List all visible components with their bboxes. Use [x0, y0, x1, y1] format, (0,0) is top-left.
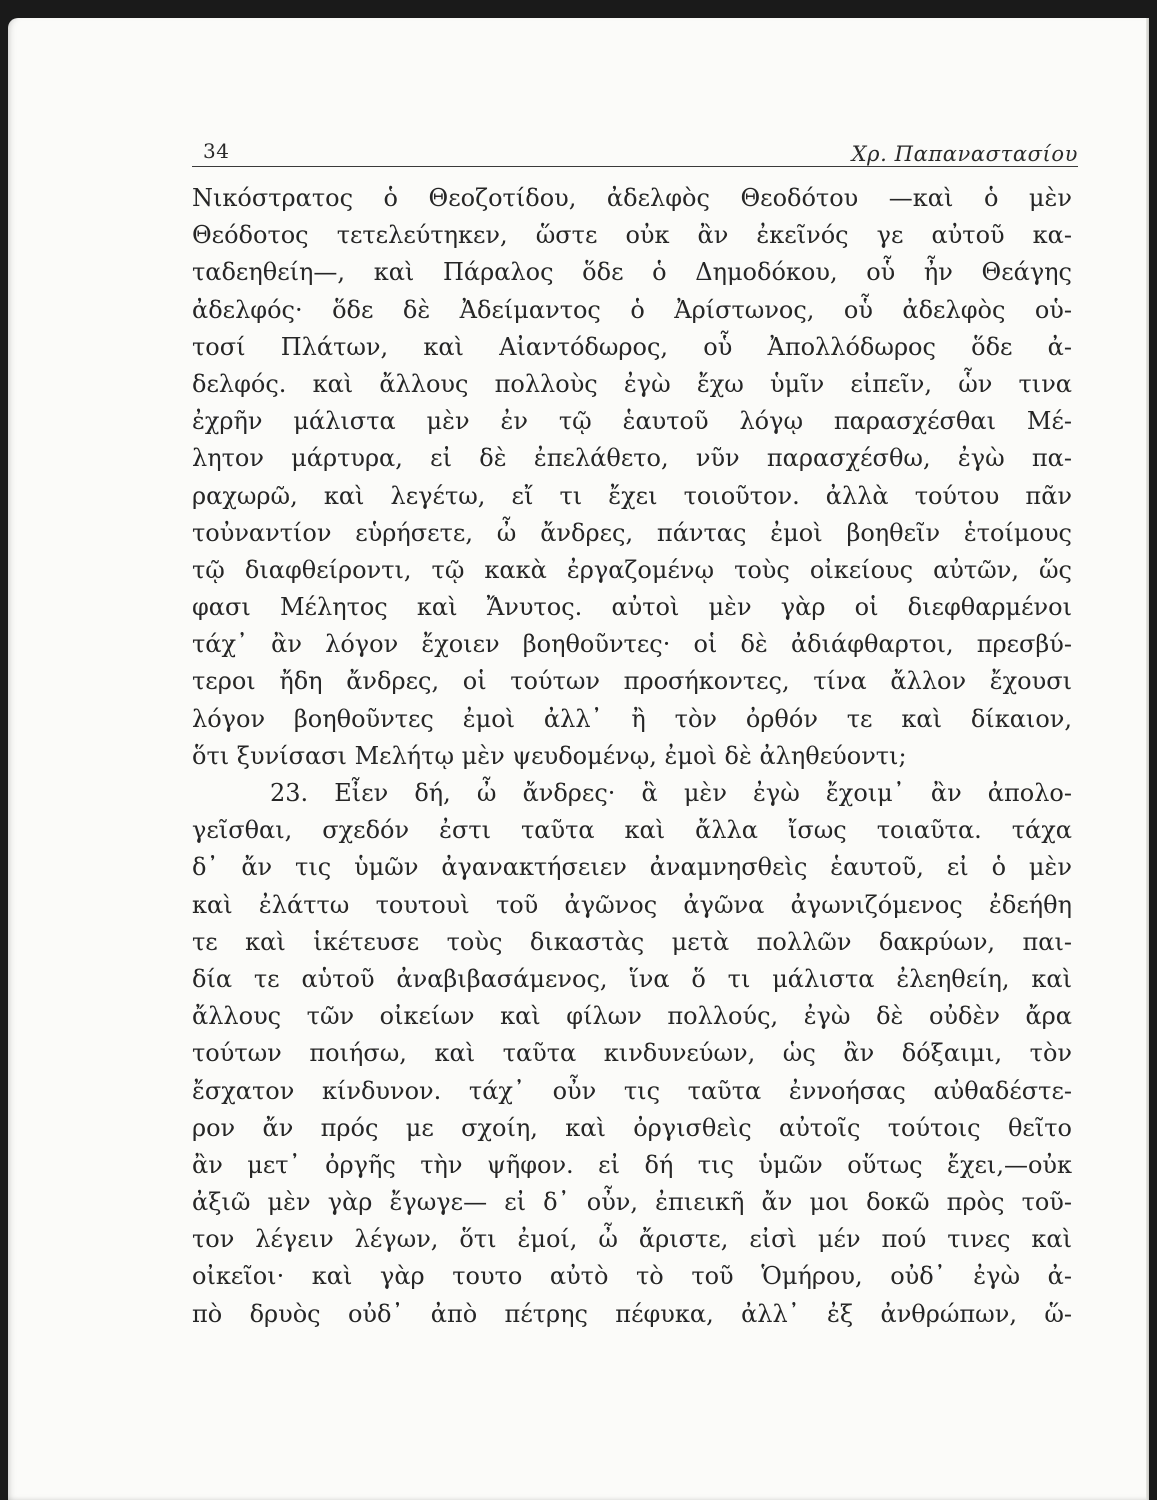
text-line: τε καὶ ἱκέτευσε τοὺς δικαστὰς μετὰ πολλῶν δακρύων, παι- [192, 927, 1072, 956]
text-line: ἂν μετ᾽ ὀργῆς τὴν ψῆφον. εἰ δή τις ὑμῶν οὕτως ἔχει,—οὐκ [192, 1150, 1072, 1179]
body-text [192, 180, 1072, 1333]
text-line: δία τε αὑτοῦ ἀναβιβασάμενος, ἵνα ὅ τι μάλιστα ἐλεηθείη, καὶ [192, 964, 1072, 993]
text-line: ταδεηθείη—, καὶ Πάραλος ὅδε ὁ Δημοδόκου, οὗ ἦν Θεάγης [192, 258, 1072, 287]
text-line: πὸ δρυὸς οὐδ᾽ ἀπὸ πέτρης πέφυκα, ἀλλ᾽ ἐξ ἀνθρώπων, ὥ- [192, 1299, 1072, 1328]
text-line: τεροι ἤδη ἄνδρες, οἱ τούτων προσήκοντες, τίνα ἄλλον ἔχουσι [192, 667, 1072, 696]
text-line: λόγον βοηθοῦντες ἐμοὶ ἀλλ᾽ ἢ τὸν ὀρθόν τε καὶ δίκαιον, [192, 704, 1072, 733]
text-line: οἰκεῖοι· καὶ γὰρ τουτο αὐτὸ τὸ τοῦ Ὁμήρου, οὐδ᾽ ἐγὼ ἀ- [192, 1262, 1072, 1291]
text-line: τούτων ποιήσω, καὶ ταῦτα κινδυνεύων, ὡς ἂν δόξαιμι, τὸν [192, 1039, 1072, 1068]
text-line: δελφός. καὶ ἄλλους πολλοὺς ἐγὼ ἔχω ὑμῖν εἰπεῖν, ὧν τινα [192, 369, 1072, 398]
paragraph-1 [192, 180, 1072, 775]
text-line: γεῖσθαι, σχεδόν ἐστι ταῦτα καὶ ἄλλα ἴσως τοιαῦτα. τάχα [192, 816, 1072, 845]
text-line: τοὐναντίον εὑρήσετε, ὦ ἄνδρες, πάντας ἐμοὶ βοηθεῖν ἑτοίμους [192, 518, 1072, 547]
text-line: ρον ἄν πρός με σχοίη, καὶ ὀργισθεὶς αὐτοῖς τούτοις θεῖτο [192, 1113, 1072, 1142]
text-line: τοσί Πλάτων, καὶ Αἰαντόδωρος, οὗ Ἀπολλόδωρος ὅδε ἀ- [192, 332, 1072, 361]
text-line: δ᾽ ἄν τις ὑμῶν ἀγανακτήσειεν ἀναμνησθεὶς ἑαυτοῦ, εἰ ὁ μὲν [192, 853, 1072, 882]
text-line: Νικόστρατος ὁ Θεοζοτίδου, ἀδελφὸς Θεοδότου —καὶ ὁ μὲν [192, 184, 1072, 212]
text-line: ἔσχατον κίνδυνον. τάχ᾽ οὖν τις ταῦτα ἐννοήσας αὐθαδέστε- [192, 1076, 1072, 1105]
page-edge [1146, 18, 1149, 1500]
text-line: καὶ ἐλάττω τουτουὶ τοῦ ἀγῶνος ἀγῶνα ἀγωνιζόμενος ἐδεήθη [192, 890, 1072, 919]
section-start-line: 23. Εἶεν δή, ὦ ἄνδρες· ἃ μὲν ἐγὼ ἔχοιμ᾽ ἂν ἀπολο- [270, 779, 1072, 807]
text-line: ὅτι ξυνίσασι Μελήτῳ μὲν ψευδομένῳ, ἐμοὶ δὲ ἀληθεύοντι; [192, 741, 907, 770]
text-line: ἐχρῆν μάλιστα μὲν ἐν τῷ ἑαυτοῦ λόγῳ παρασχέσθαι Μέ- [192, 407, 1072, 436]
text-line: ἄλλους τῶν οἰκείων καὶ φίλων πολλούς, ἐγὼ δὲ οὐδὲν ἄρα [192, 1002, 1072, 1031]
page-header [192, 130, 1078, 167]
text-line: ἀξιῶ μὲν γὰρ ἔγωγε— εἰ δ᾽ οὖν, ἐπιεικῆ ἄν μοι δοκῶ πρὸς τοῦ- [192, 1188, 1072, 1217]
text-line: τάχ᾽ ἂν λόγον ἔχοιεν βοηθοῦντες· οἱ δὲ ἀδιάφθαρτοι, πρεσβύ- [192, 630, 1072, 659]
text-line: τῷ διαφθείροντι, τῷ κακὰ ἐργαζομένῳ τοὺς οἰκείους αὐτῶν, ὥς [192, 555, 1072, 584]
text-line: λητον μάρτυρα, εἰ δὲ ἐπελάθετο, νῦν παρασχέσθω, ἐγὼ πα- [192, 444, 1072, 473]
text-line: ραχωρῶ, καὶ λεγέτω, εἴ τι ἔχει τοιοῦτον. ἀλλὰ τούτου πᾶν [192, 481, 1072, 510]
running-head: Χρ. Παπαναστασίου [851, 142, 1078, 166]
text-line: ἀδελφός· ὅδε δὲ Ἀδείμαντος ὁ Ἀρίστωνος, οὗ ἀδελφὸς οὑ- [192, 295, 1072, 324]
paragraph-2 [192, 775, 1072, 1333]
text-line: Θεόδοτος τετελεύτηκεν, ὥστε οὐκ ἂν ἐκεῖνός γε αὐτοῦ κα- [192, 221, 1072, 250]
text-line: φασι Μέλητος καὶ Ἄνυτος. αὐτοὶ μὲν γὰρ οἱ διεφθαρμένοι [192, 593, 1072, 622]
text-line: τον λέγειν λέγων, ὅτι ἐμοί, ὦ ἄριστε, εἰσὶ μέν πού τινες καὶ [192, 1225, 1072, 1254]
page-number: 34 [203, 139, 230, 163]
